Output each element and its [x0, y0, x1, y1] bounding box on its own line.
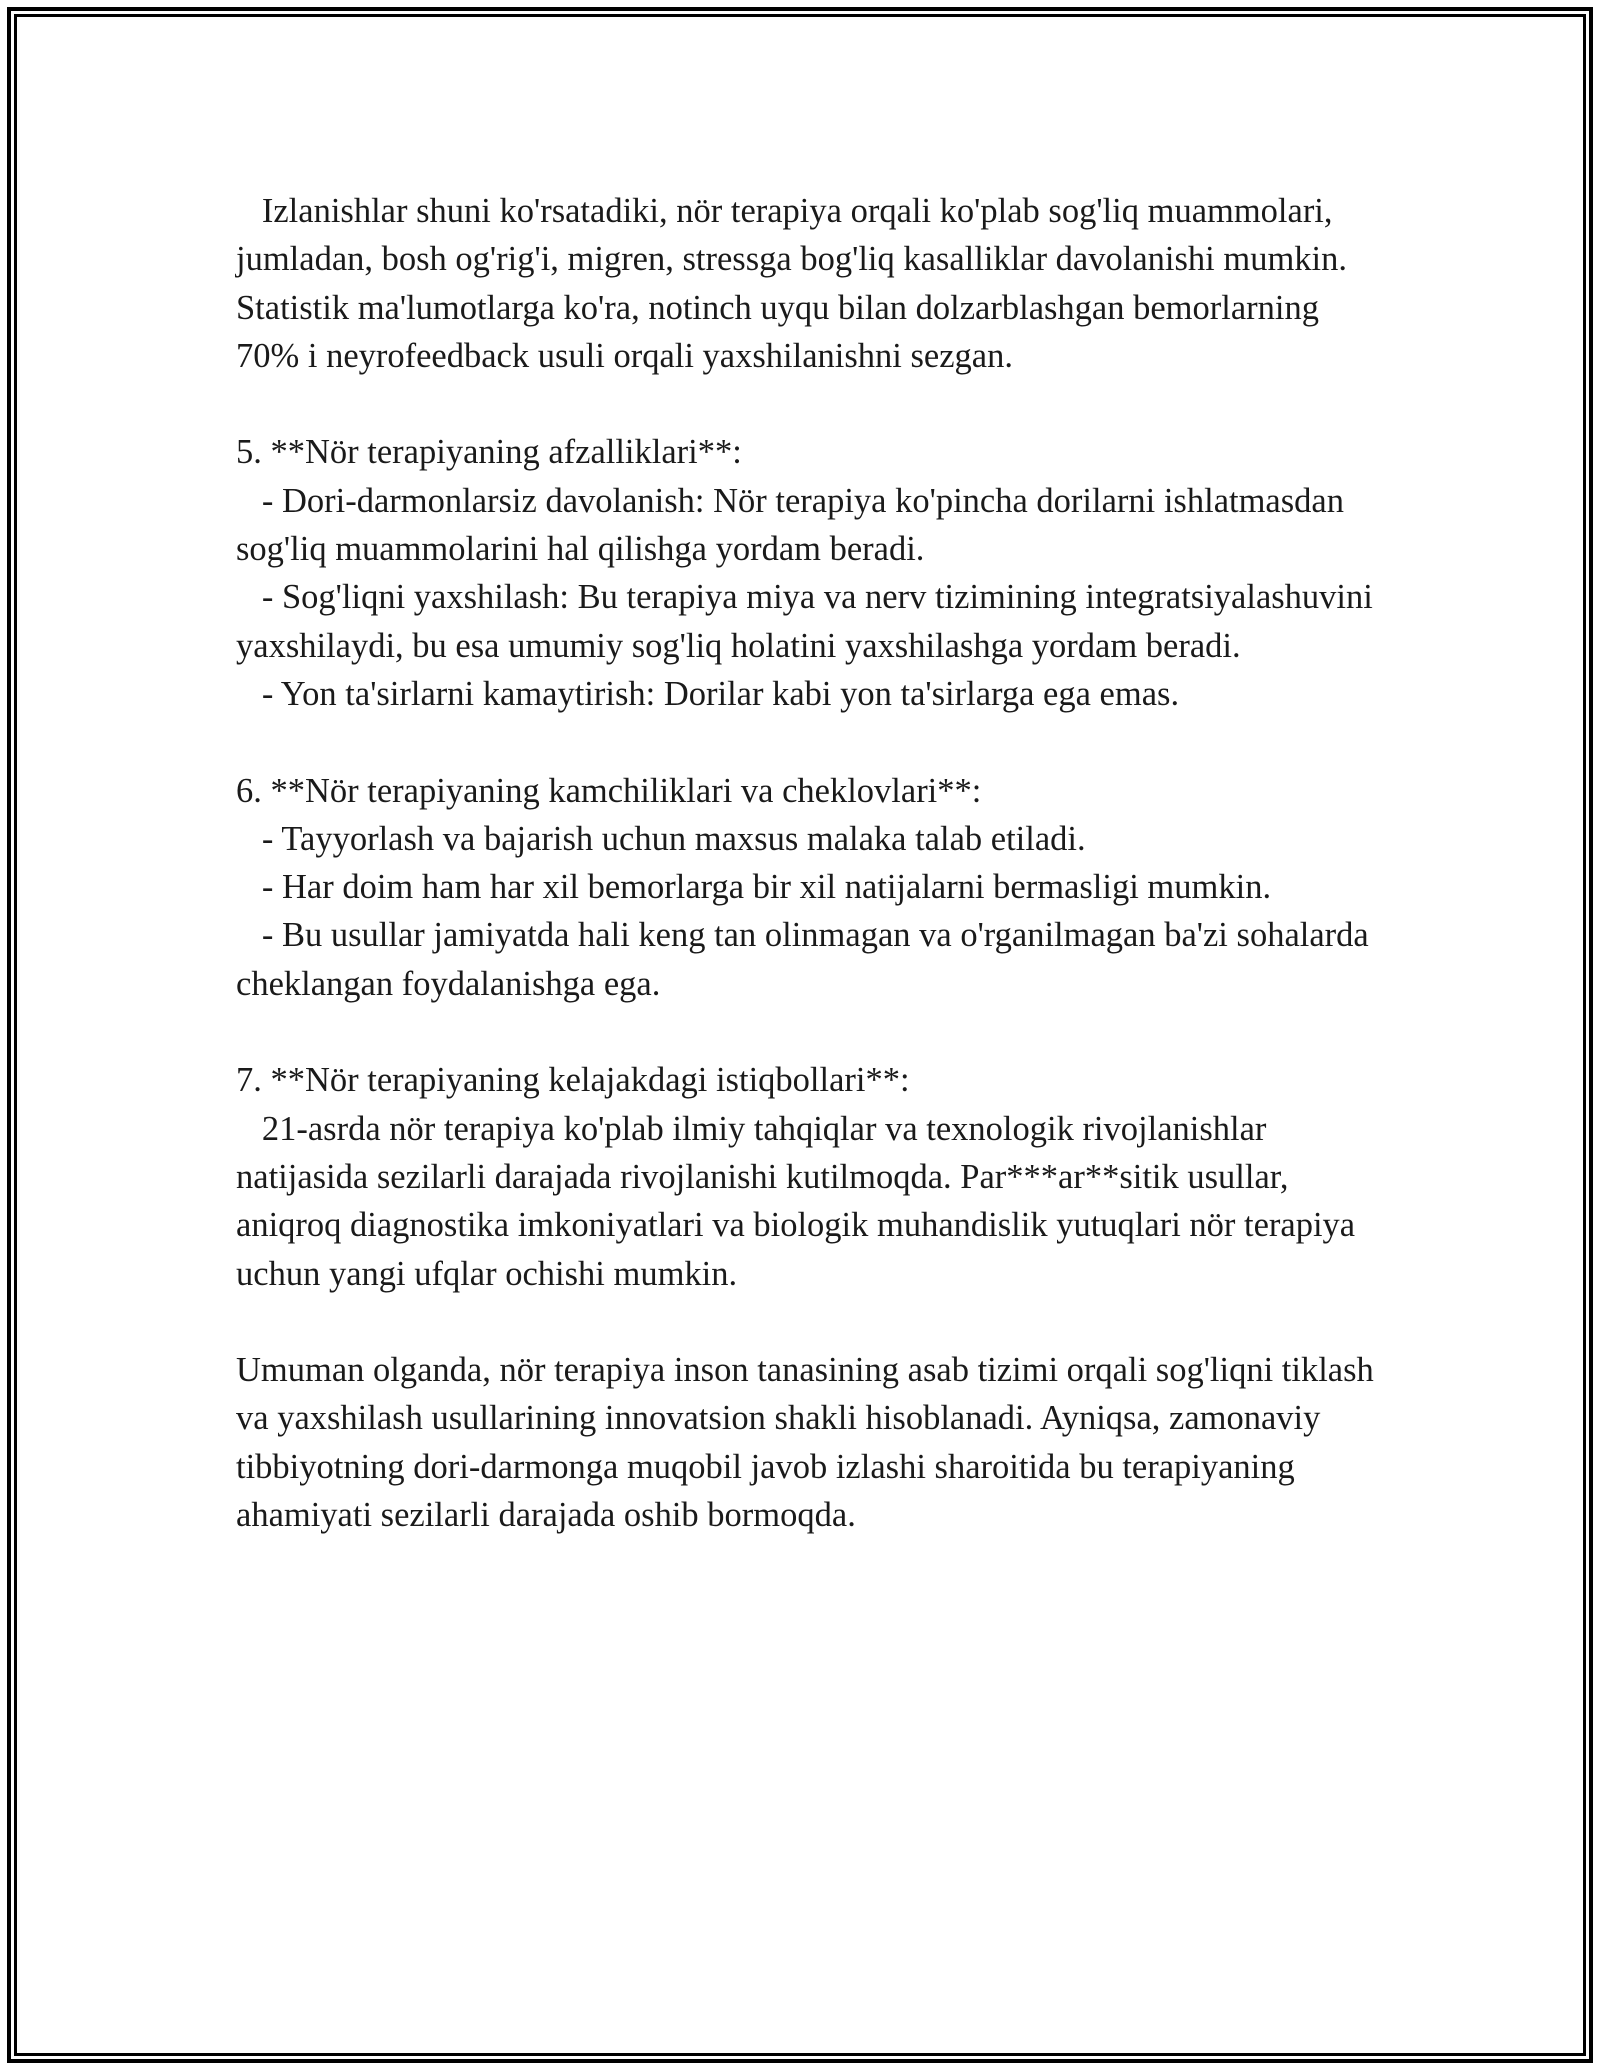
section-6-item: - Tayyorlash va bajarish uchun maxsus malaka talab etiladi.	[236, 819, 1086, 858]
paragraph-gap	[236, 1008, 1376, 1056]
intro-paragraph: Izlanishlar shuni ko'rsatadiki, nör terapiya orqali ko'plab sog'liq muammolari, jumladan, bosh og'rig'i, migren, stressga bog'liq kasalliklar davolanishi mumkin. Statistik ma'lumotlarga ko'ra, notinch uyqu bilan dolzarblashgan bemorlarning 70% i neyrofeedback usuli orqali yaxshilanishni sezgan.	[236, 192, 1356, 375]
section-6-heading: 6. **Nör terapiyaning kamchiliklari va cheklovlari**:	[236, 771, 982, 810]
section-5-item: - Dori-darmonlarsiz davolanish: Nör terapiya ko'pincha dorilarni ishlatmasdan sog'liq muammolarini hal qilishga yordam beradi.	[236, 481, 1353, 569]
section-5-heading: 5. **Nör terapiyaning afzalliklari**:	[236, 433, 742, 472]
paragraph-gap	[236, 718, 1376, 766]
section-7-heading: 7. **Nör terapiyaning kelajakdagi istiqbollari**:	[236, 1061, 910, 1100]
conclusion-paragraph: Umuman olganda, nör terapiya inson tanasining asab tizimi orqali sog'liqni tiklash va yaxshilash usullarining innovatsion shakli hisoblanadi. Ayniqsa, zamonaviy tibbiyotning dori-darmonga muqobil javob izlashi sharoitida bu terapiyaning ahamiyati sezilarli darajada oshib bormoqda.	[236, 1351, 1383, 1535]
section-6-item: - Har doim ham har xil bemorlarga bir xil natijalarni bermasligi mumkin.	[236, 868, 1272, 907]
section-7-body: 21-asrda nör terapiya ko'plab ilmiy tahqiqlar va texnologik rivojlanishlar natijasida sezilarli darajada rivojlanishi kutilmoqda. Par***ar**sitik usullar, aniqroq diagnostika imkoniyatlari va biologik muhandislik yutuqlari nör terapiya uchun yangi ufqlar ochishi mumkin.	[236, 1109, 1364, 1293]
document-body	[236, 187, 1383, 1539]
paragraph-gap	[236, 380, 1376, 428]
section-5-item: - Yon ta'sirlarni kamaytirish: Dorilar kabi yon ta'sirlarga ega emas.	[236, 674, 1180, 713]
section-5-item: - Sog'liqni yaxshilash: Bu terapiya miya va nerv tizimining integratsiyalashuvini yaxshilaydi, bu esa umumiy sog'liq holatini yaxshilashga yordam beradi.	[236, 578, 1382, 665]
section-6-item: - Bu usullar jamiyatda hali keng tan olinmagan va o'rganilmagan ba'zi sohalarda cheklangan foydalanishga ega.	[236, 916, 1378, 1003]
paragraph-gap	[236, 1298, 1376, 1346]
